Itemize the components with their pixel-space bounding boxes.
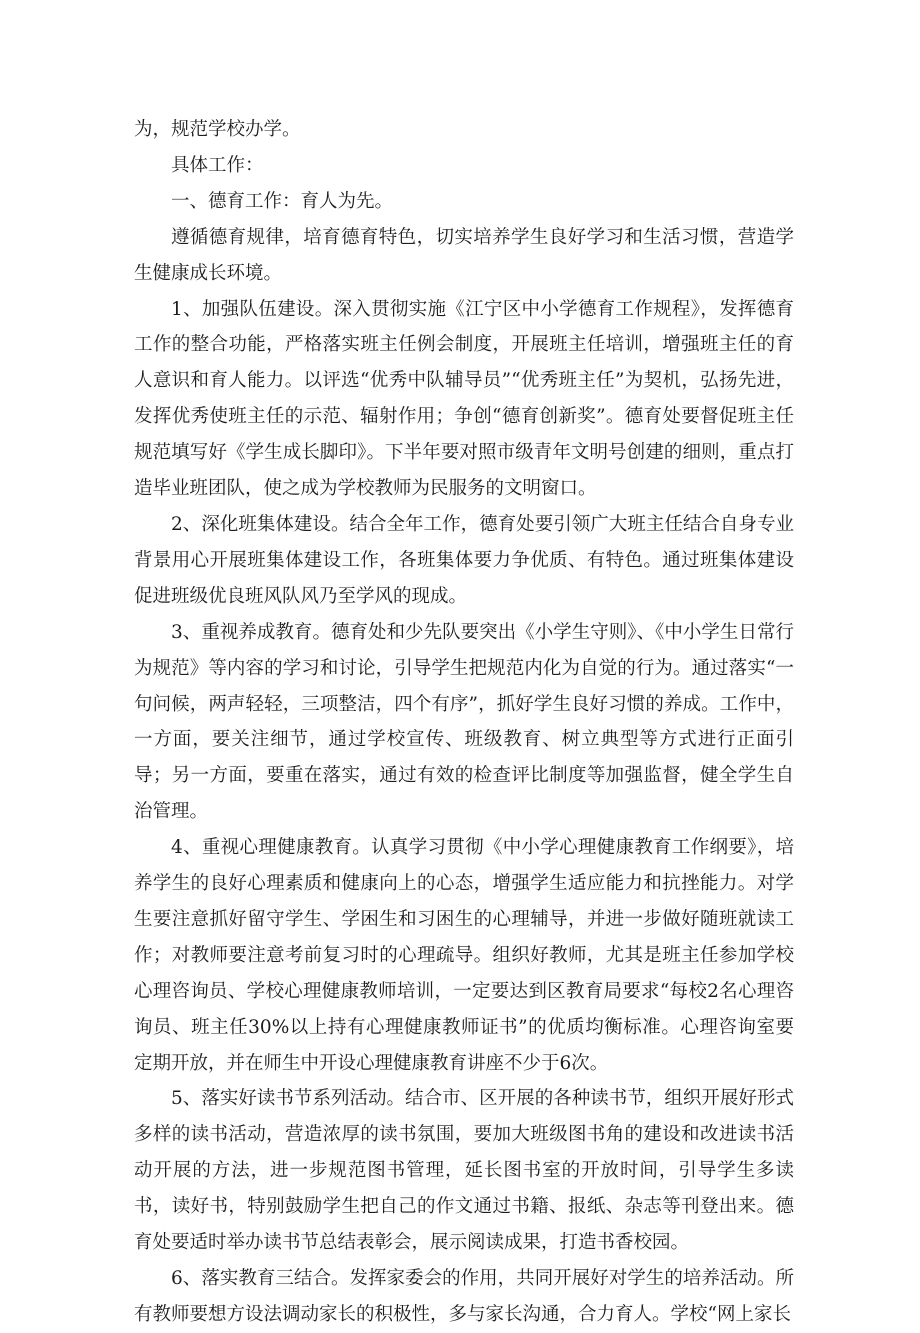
paragraph-item-2-class-building: 2、深化班集体建设。结合全年工作，德育处要引领广大班主任结合自身专业背景用心开展班集体建设工作，各班集体要力争优质、有特色。通过班集体建设促进班级优良班风队风乃至学风的现成。 (134, 513, 794, 607)
paragraph-moral-education-intro: 遵循德育规律，培育德育特色，切实培养学生良好学习和生活习惯，营造学生健康成长环境。 (134, 226, 794, 284)
section-label-specific-work: 具体工作： (171, 154, 264, 176)
paragraph-item-4-mental-health: 4、重视心理健康教育。认真学习贯彻《中小学心理健康教育工作纲要》，培养学生的良好心理素质和健康向上的心态，增强学生适应能力和抗挫能力。对学生要注意抓好留守学生、学困生和习困生的心理辅导，并进一步做好随班就读工作；对教师要注意考前复习时的心理疏导。组织好教师，尤其是班主任参加学校心理咨询员、学校心理健康教师培训，一定要达到区教育局要求“每校2名心理咨询员、班主任30%以上持有心理健康教师证书”的优质均衡标准。心理咨询室要定期开放，并在师生中开设心理健康教育讲座不少于6次。 (134, 837, 794, 1074)
paragraph-item-1-team-building: 1、加强队伍建设。深入贯彻实施《江宁区中小学德育工作规程》，发挥德育工作的整合功能，严格落实班主任例会制度，开展班主任培训，增强班主任的育人意识和育人能力。以评选“优秀中队辅导员”“优秀班主任”为契机，弘扬先进，发挥优秀使班主任的示范、辐射作用；争创“德育创新奖”。德育处要督促班主任规范填写好《学生成长脚印》。下半年要对照市级青年文明号创建的细则，重点打造毕业班团队，使之成为学校教师为民服务的文明窗口。 (134, 298, 794, 500)
document-body (134, 112, 794, 1333)
paragraph-item-5-reading-festival: 5、落实好读书节系列活动。结合市、区开展的各种读书节，组织开展好形式多样的读书活动，营造浓厚的读书氛围，要加大班级图书角的建设和改进读书活动开展的方法，进一步规范图书管理，延长图书室的开放时间，引导学生多读书，读好书，特别鼓励学生把自己的作文通过书籍、报纸、杂志等刊登出来。德育处要适时举办读书节总结表彰会，展示阅读成果，打造书香校园。 (134, 1088, 794, 1254)
heading-moral-education: 一、德育工作：育人为先。 (171, 190, 394, 212)
paragraph-item-6-three-in-one-education: 6、落实教育三结合。发挥家委会的作用，共同开展好对学生的培养活动。所有教师要想方设法调动家长的积极性，多与家长沟通，合力育人。学校“网上家长 (134, 1268, 794, 1325)
paragraph-item-3-habit-education: 3、重视养成教育。德育处和少先队要突出《小学生守则》、《中小学生日常行为规范》等内容的学习和讨论，引导学生把规范内化为自觉的行为。通过落实“一句问候，两声轻轻，三项整洁，四个有序”，抓好学生良好习惯的养成。工作中，一方面，要关注细节，通过学校宣传、班级教育、树立典型等方式进行正面引导；另一方面，要重在落实，通过有效的检查评比制度等加强监督，健全学生自治管理。 (134, 621, 794, 823)
paragraph-continuation: 为，规范学校办学。 (134, 119, 301, 140)
